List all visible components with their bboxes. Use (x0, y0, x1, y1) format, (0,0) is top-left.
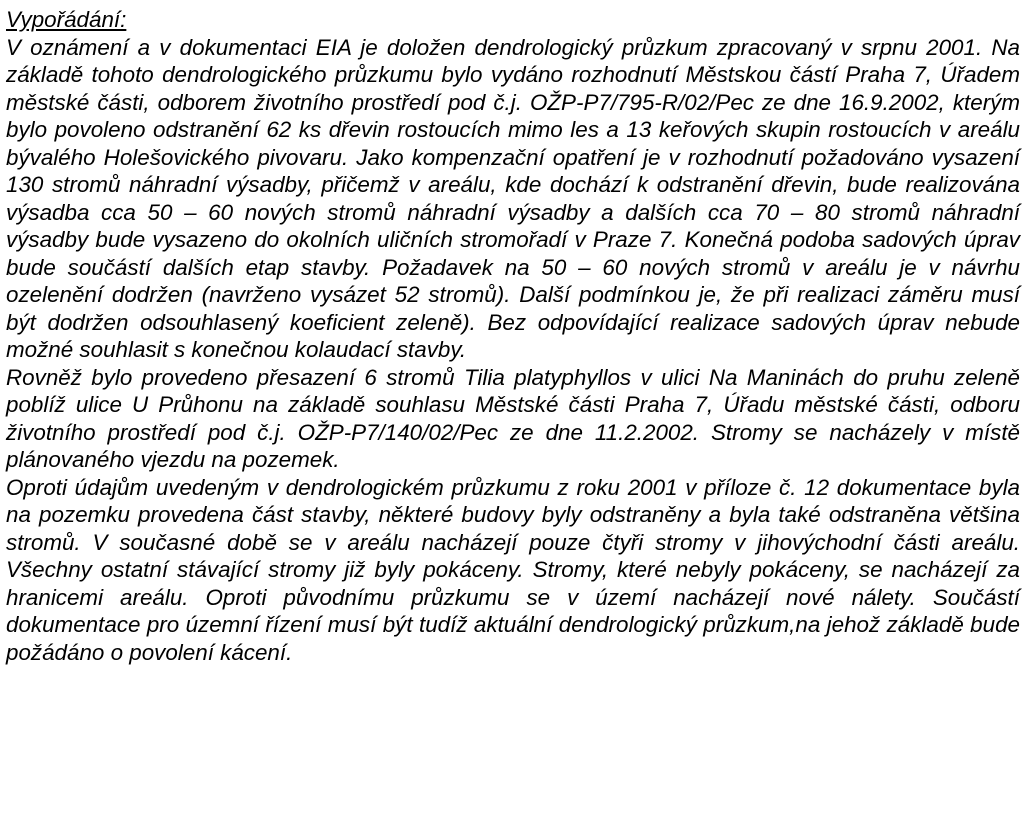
paragraph-2 (6, 364, 1020, 474)
paragraph-1 (6, 34, 1020, 364)
paragraph-1-sentence-2: Na základě tohoto dendrologického průzkumu bylo vydáno rozhodnutí Městskou částí Praha 7, Úřadem městské části, odborem životního prostředí pod č.j. OŽP-P7/795-R/02/Pec ze dne 16.9.2002, kterým bylo povoleno odstranění 62 ks dřevin rostoucích mimo les a 13 keřových skupin rostoucích v areálu bývalého Holešovického pivovaru. (6, 34, 1020, 170)
paragraph-3 (6, 474, 1020, 667)
document-page (6, 6, 1020, 666)
section-heading: Vypořádání: (6, 7, 127, 32)
paragraph-1-sentence-1: V oznámení a v dokumentaci EIA je doložen dendrologický průzkum zpracovaný v srpnu 2001. (6, 34, 983, 60)
paragraph-2-text: Rovněž bylo provedeno přesazení 6 stromů Tilia platyphyllos v ulici Na Maninách do pruhu zeleně poblíž ulice U Průhonu na základě souhlasu Městské části Praha 7, Úřadu městské části, odboru životního prostředí pod č.j. OŽP-P7/140/02/Pec ze dne 11.2.2002. Stromy se nacházely v místě plánovaného vjezdu na pozemek. (6, 364, 1020, 472)
paragraph-1-sentence-3: Jako kompenzační opatření je v rozhodnutí požadováno vysazení 130 stromů náhradní výsadby, přičemž v areálu, kde dochází k odstranění dřevin, bude realizována výsadba cca 50 – 60 nových stromů náhradní výsadby a dalších cca 70 – 80 stromů náhradní výsadby bude vysazeno do okolních uličních stromořadí v Praze 7. (6, 144, 1021, 252)
paragraph-1-sentence-4: Konečná podoba sadových úprav bude součástí dalších etap stavby. Požadavek na 50 – 60 nových stromů v areálu je v návrhu ozelenění dodržen (navrženo vysázet 52 stromů). Další podmínkou je, že při realizaci záměru musí být dodržen odsouhlasený koeficient zeleně). Bez odpovídající realizace sadových úprav nebude možné souhlasit s konečnou kolaudací stavby. (6, 227, 1021, 362)
paragraph-3-text: Oproti údajům uvedeným v dendrologickém průzkumu z roku 2001 v příloze č. 12 dokumentace byla na pozemku provedena část stavby, některé budovy byly odstraněny a byla také odstraněna většina stromů. V současné době se v areálu nacházejí pouze čtyři stromy v jihovýchodní části areálu. Všechny ostatní stávající stromy již byly pokáceny. Stromy, které nebyly pokáceny, se nacházejí za hranicemi areálu. Oproti původnímu průzkumu se v území nacházejí nové nálety. Součástí dokumentace pro územní řízení musí být tudíž aktuální dendrologický průzkum,na jehož základě bude požádáno o povolení kácení. (6, 474, 1020, 665)
